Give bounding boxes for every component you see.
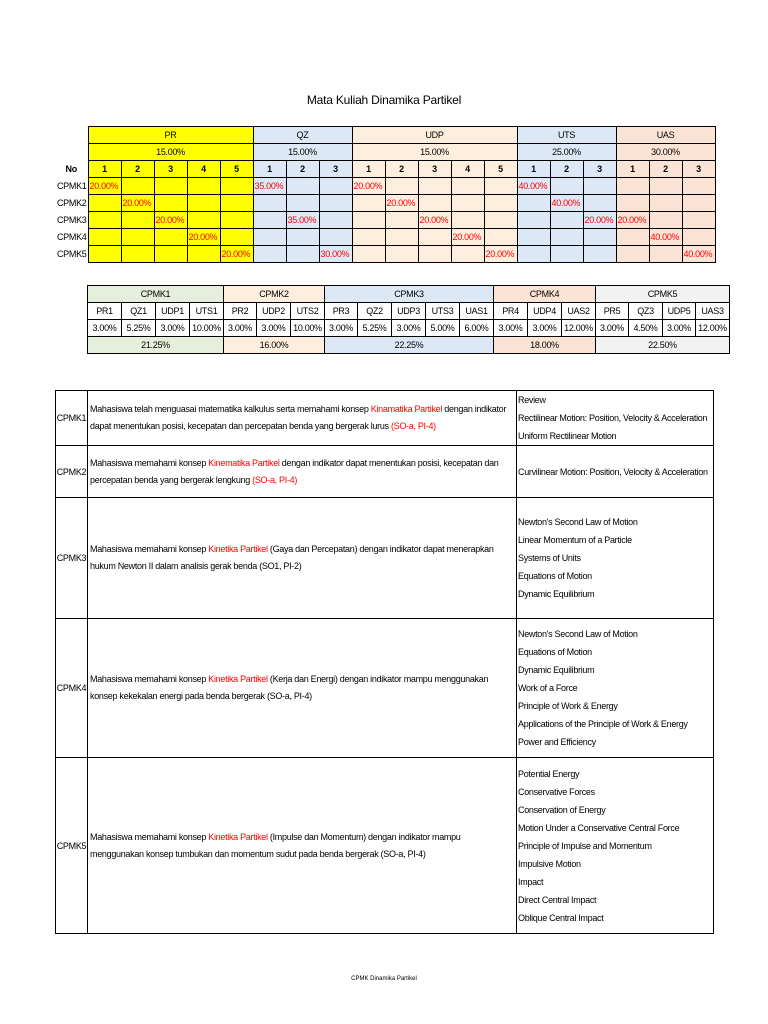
assessment-number: 2 [121, 161, 154, 178]
description-highlight: Kinetika Partikel [208, 674, 268, 684]
cpmk-group-name: CPMK5 [596, 286, 730, 303]
topic-list [517, 391, 714, 446]
row-label: CPMK2 [56, 197, 87, 208]
assessment-code: PR5 [596, 303, 629, 320]
description-text: (Gaya dan Percepatan) dengan indikator dapat menerapkan hukum Newton II dalam analisis gerak benda (SO1, PI-2) [90, 544, 494, 571]
cpmk-group-name: CPMK1 [88, 286, 224, 303]
weight-cell [319, 178, 352, 195]
assessment-number: 3 [583, 161, 616, 178]
weight-cell [451, 212, 484, 229]
assessment-code: PR3 [325, 303, 358, 320]
assessment-code: UDP1 [156, 303, 190, 320]
assessment-value: 10.00% [291, 320, 325, 337]
weight-cell [682, 178, 715, 195]
assessment-code: QZ1 [122, 303, 156, 320]
description-highlight: Kinetika Partikel [208, 831, 268, 842]
topic-item: Curvilinear Motion: Position, Velocity & Acceleration [518, 466, 708, 477]
cpmk-group-name: CPMK4 [494, 286, 596, 303]
cpmk-description [88, 758, 517, 934]
weight-cell [121, 229, 154, 246]
assessment-code: UDP3 [392, 303, 426, 320]
topic-item: Principle of Work & Energy [518, 701, 618, 711]
weight-cell [352, 229, 385, 246]
topic-item: Principle of Impulse and Momentum [518, 840, 652, 851]
weight-cell [121, 212, 154, 229]
topic-item: Newton's Second Law of Motion [518, 517, 638, 527]
assessment-value: 3.00% [156, 320, 190, 337]
row-label: CPMK5 [56, 248, 87, 259]
weight-cell [154, 195, 187, 212]
assessment-weights-table [55, 126, 716, 263]
assessment-value: 12.00% [696, 320, 730, 337]
topic-list [517, 758, 714, 934]
weight-cell [484, 229, 517, 246]
group-weight: 25.00% [517, 144, 616, 161]
cpmk-total: 16.00% [224, 337, 325, 354]
cpmk-group-name: CPMK2 [224, 286, 325, 303]
cpmk-summary-table [87, 285, 730, 354]
weight-cell: 30.00% [319, 246, 352, 263]
weight-cell [451, 195, 484, 212]
assessment-value: 3.00% [392, 320, 426, 337]
weight-cell [451, 178, 484, 195]
weight-cell [418, 246, 451, 263]
cpmk-description [88, 619, 517, 758]
weight-cell [385, 246, 418, 263]
assessment-value: 3.00% [88, 320, 122, 337]
assessment-number: 1 [352, 161, 385, 178]
page-title: Mata Kuliah Dinamika Partikel [306, 93, 462, 107]
assessment-number: 3 [319, 161, 352, 178]
weight-cell [187, 246, 220, 263]
assessment-number: 1 [517, 161, 550, 178]
group-name: PR [88, 127, 253, 144]
topic-item: Newton's Second Law of Motion [518, 629, 638, 639]
assessment-value: 12.00% [562, 320, 596, 337]
assessment-value: 5.25% [122, 320, 156, 337]
weight-cell: 20.00% [484, 246, 517, 263]
weight-cell [154, 229, 187, 246]
topic-item: Dynamic Equilibrium [518, 665, 595, 675]
cpmk-description [88, 498, 517, 619]
weight-cell [352, 212, 385, 229]
weight-cell [583, 246, 616, 263]
weight-cell [517, 212, 550, 229]
assessment-value: 3.00% [494, 320, 528, 337]
weight-cell [583, 229, 616, 246]
weight-cell [88, 195, 121, 212]
topic-item: Linear Momentum of a Particle [518, 535, 632, 545]
cpmk-label: CPMK1 [56, 391, 88, 446]
weight-cell [121, 246, 154, 263]
weight-cell: 20.00% [616, 212, 649, 229]
weight-cell [484, 195, 517, 212]
assessment-value: 4.50% [629, 320, 663, 337]
weight-cell [319, 195, 352, 212]
weight-cell: 20.00% [451, 229, 484, 246]
cpmk-description-table [55, 390, 714, 934]
weight-cell [253, 212, 286, 229]
weight-cell [121, 178, 154, 195]
weight-cell [649, 178, 682, 195]
weight-cell: 20.00% [187, 229, 220, 246]
topic-item: Equations of Motion [518, 647, 592, 657]
topic-item: Conservative Forces [518, 786, 595, 797]
weight-cell: 20.00% [220, 246, 253, 263]
weight-cell [418, 195, 451, 212]
weight-cell: 20.00% [385, 195, 418, 212]
assessment-code: UAS2 [562, 303, 596, 320]
weight-cell [616, 229, 649, 246]
group-name: QZ [253, 127, 352, 144]
weight-cell [154, 178, 187, 195]
assessment-code: UDP2 [257, 303, 291, 320]
group-weight: 15.00% [88, 144, 253, 161]
weight-cell [286, 178, 319, 195]
assessment-value: 3.00% [224, 320, 257, 337]
assessment-value: 5.00% [426, 320, 460, 337]
cpmk-label: CPMK4 [56, 619, 88, 758]
weight-cell [187, 178, 220, 195]
description-text: (Impulse dan Momentum) dengan indikator mampu menggunakan konsep tumbukan dan momentum sudut pada benda bergerak (SO-a, PI-4) [90, 831, 461, 859]
weight-cell [418, 229, 451, 246]
topic-item: Work of a Force [518, 683, 578, 693]
weight-cell [286, 229, 319, 246]
row-label: CPMK1 [56, 180, 87, 191]
weight-cell [550, 229, 583, 246]
weight-cell [253, 229, 286, 246]
weight-cell [220, 195, 253, 212]
description-text: Mahasiswa memahami konsep [90, 544, 209, 554]
weight-cell [451, 246, 484, 263]
weight-cell: 40.00% [550, 195, 583, 212]
weight-cell [616, 195, 649, 212]
weight-cell: 40.00% [517, 178, 550, 195]
assessment-value: 5.25% [358, 320, 392, 337]
weight-cell [682, 212, 715, 229]
description-text: (Kerja dan Energi) dengan indikator mampu menggunakan konsep kekekalan energi pada benda bergerak (SO-a, PI-4) [90, 674, 489, 701]
weight-cell [385, 178, 418, 195]
weight-cell [649, 246, 682, 263]
weight-cell [484, 212, 517, 229]
weight-cell [220, 229, 253, 246]
weight-cell [550, 246, 583, 263]
blank-cell [55, 144, 88, 161]
assessment-code: QZ3 [629, 303, 663, 320]
cpmk-total: 21.25% [88, 337, 224, 354]
weight-cell: 20.00% [121, 195, 154, 212]
weight-cell [616, 178, 649, 195]
weight-cell: 35.00% [286, 212, 319, 229]
weight-cell: 35.00% [253, 178, 286, 195]
weight-cell [286, 246, 319, 263]
topic-list [517, 498, 714, 619]
weight-cell [517, 229, 550, 246]
assessment-number: 4 [187, 161, 220, 178]
weight-cell [616, 246, 649, 263]
assessment-code: QZ2 [358, 303, 392, 320]
assessment-number: 2 [649, 161, 682, 178]
assessment-code: UTS2 [291, 303, 325, 320]
description-highlight: (SO-a, PI-4) [390, 421, 436, 431]
weight-cell: 20.00% [88, 178, 121, 195]
description-text: dengan indikator dapat menentukan posisi, kecepatan dan percepatan benda yang bergerak lurus [90, 404, 507, 431]
topic-item: Systems of Units [518, 553, 581, 563]
cpmk-total: 22.50% [596, 337, 730, 354]
weight-cell: 20.00% [154, 212, 187, 229]
cpmk-label: CPMK5 [56, 758, 88, 934]
cpmk-label: CPMK2 [56, 446, 88, 498]
assessment-value: 3.00% [663, 320, 696, 337]
row-label: CPMK3 [56, 214, 87, 225]
assessment-value: 3.00% [257, 320, 291, 337]
assessment-code: PR2 [224, 303, 257, 320]
weight-cell [187, 212, 220, 229]
assessment-number: 1 [253, 161, 286, 178]
weight-cell [583, 178, 616, 195]
assessment-number: 2 [550, 161, 583, 178]
weight-cell [550, 212, 583, 229]
blank-cell [55, 127, 88, 144]
weight-cell [253, 195, 286, 212]
assessment-code: UTS1 [190, 303, 224, 320]
weight-cell [286, 195, 319, 212]
weight-cell [319, 212, 352, 229]
group-weight: 30.00% [616, 144, 715, 161]
weight-cell [220, 178, 253, 195]
weight-cell [649, 195, 682, 212]
assessment-value: 3.00% [528, 320, 562, 337]
group-name: UAS [616, 127, 715, 144]
topic-item: Potential Energy [518, 768, 580, 779]
description-text: Mahasiswa memahami konsep [90, 674, 209, 684]
description-text: Mahasiswa memahami konsep [90, 831, 209, 842]
weight-cell [682, 229, 715, 246]
weight-cell [319, 229, 352, 246]
weight-cell [352, 195, 385, 212]
weight-cell [88, 246, 121, 263]
weight-cell [682, 195, 715, 212]
cpmk-total: 18.00% [494, 337, 596, 354]
weight-cell [352, 246, 385, 263]
description-text: Mahasiswa memahami konsep [90, 457, 209, 468]
assessment-value: 3.00% [596, 320, 629, 337]
weight-cell [484, 178, 517, 195]
weight-cell [385, 212, 418, 229]
cpmk-total: 22.25% [325, 337, 494, 354]
topic-list [517, 619, 714, 758]
assessment-code: UDP4 [528, 303, 562, 320]
weight-cell [253, 246, 286, 263]
assessment-number: 4 [451, 161, 484, 178]
weight-cell: 20.00% [352, 178, 385, 195]
weight-cell: 40.00% [682, 246, 715, 263]
assessment-number: 3 [682, 161, 715, 178]
description-highlight: Kinetika Partikel [208, 544, 268, 554]
assessment-number: 5 [220, 161, 253, 178]
weight-cell [88, 212, 121, 229]
weight-cell [517, 246, 550, 263]
topic-item: Impulsive Motion [518, 858, 581, 869]
assessment-code: UAS3 [696, 303, 730, 320]
topic-item: Rectilinear Motion: Position, Velocity & Acceleration [518, 413, 708, 423]
weight-cell [517, 195, 550, 212]
weight-cell: 40.00% [649, 229, 682, 246]
assessment-number: 1 [616, 161, 649, 178]
description-text: Mahasiswa telah menguasai matematika kalkulus serta memahami konsep [90, 404, 371, 414]
topic-item: Direct Central Impact [518, 894, 597, 905]
topic-item: Power and Efficiency [518, 737, 596, 747]
weight-cell [220, 212, 253, 229]
topic-item: Impact [518, 876, 544, 887]
assessment-code: UTS3 [426, 303, 460, 320]
cpmk-description [88, 446, 517, 498]
topic-item: Review [518, 395, 546, 405]
description-highlight: (SO-a, PI-4) [252, 474, 298, 485]
assessment-number: 3 [418, 161, 451, 178]
assessment-code: PR4 [494, 303, 528, 320]
group-weight: 15.00% [253, 144, 352, 161]
weight-cell [187, 195, 220, 212]
topic-item: Equations of Motion [518, 571, 592, 581]
assessment-value: 10.00% [190, 320, 224, 337]
cpmk-label: CPMK3 [56, 498, 88, 619]
assessment-number: 2 [286, 161, 319, 178]
assessment-number: 5 [484, 161, 517, 178]
topic-item: Motion Under a Conservative Central Force [518, 822, 680, 833]
assessment-number: 1 [88, 161, 121, 178]
assessment-number: 3 [154, 161, 187, 178]
assessment-code: UAS1 [460, 303, 494, 320]
weight-cell: 20.00% [583, 212, 616, 229]
group-name: UTS [517, 127, 616, 144]
group-name: UDP [352, 127, 517, 144]
weight-cell [583, 195, 616, 212]
description-highlight: Kinematika Partikel [208, 457, 280, 468]
weight-cell [418, 178, 451, 195]
assessment-value: 3.00% [325, 320, 358, 337]
weight-cell: 20.00% [418, 212, 451, 229]
cpmk-description [88, 391, 517, 446]
description-text: dengan indikator dapat menentukan posisi, kecepatan dan percepatan benda yang bergerak lengkung [90, 457, 499, 485]
weight-cell [88, 229, 121, 246]
weight-cell [550, 178, 583, 195]
cpmk-group-name: CPMK3 [325, 286, 494, 303]
row-label: CPMK4 [56, 231, 87, 242]
topic-item: Oblique Central Impact [518, 912, 604, 923]
topic-item: Uniform Rectilinear Motion [518, 431, 617, 441]
topic-item: Conservation of Energy [518, 804, 606, 815]
weight-cell [154, 246, 187, 263]
no-label: No [65, 163, 77, 174]
assessment-value: 6.00% [460, 320, 494, 337]
weight-cell [649, 212, 682, 229]
group-weight: 15.00% [352, 144, 517, 161]
weight-cell [385, 229, 418, 246]
topic-item: Dynamic Equilibrium [518, 589, 595, 599]
assessment-code: UDP5 [663, 303, 696, 320]
topic-item: Applications of the Principle of Work & Energy [518, 719, 688, 729]
assessment-code: PR1 [88, 303, 122, 320]
description-highlight: Kinamatika Partikel [370, 404, 443, 414]
topic-list [517, 446, 714, 498]
assessment-number: 2 [385, 161, 418, 178]
page-footer: CPMK Dinamika Partikel [351, 976, 417, 982]
